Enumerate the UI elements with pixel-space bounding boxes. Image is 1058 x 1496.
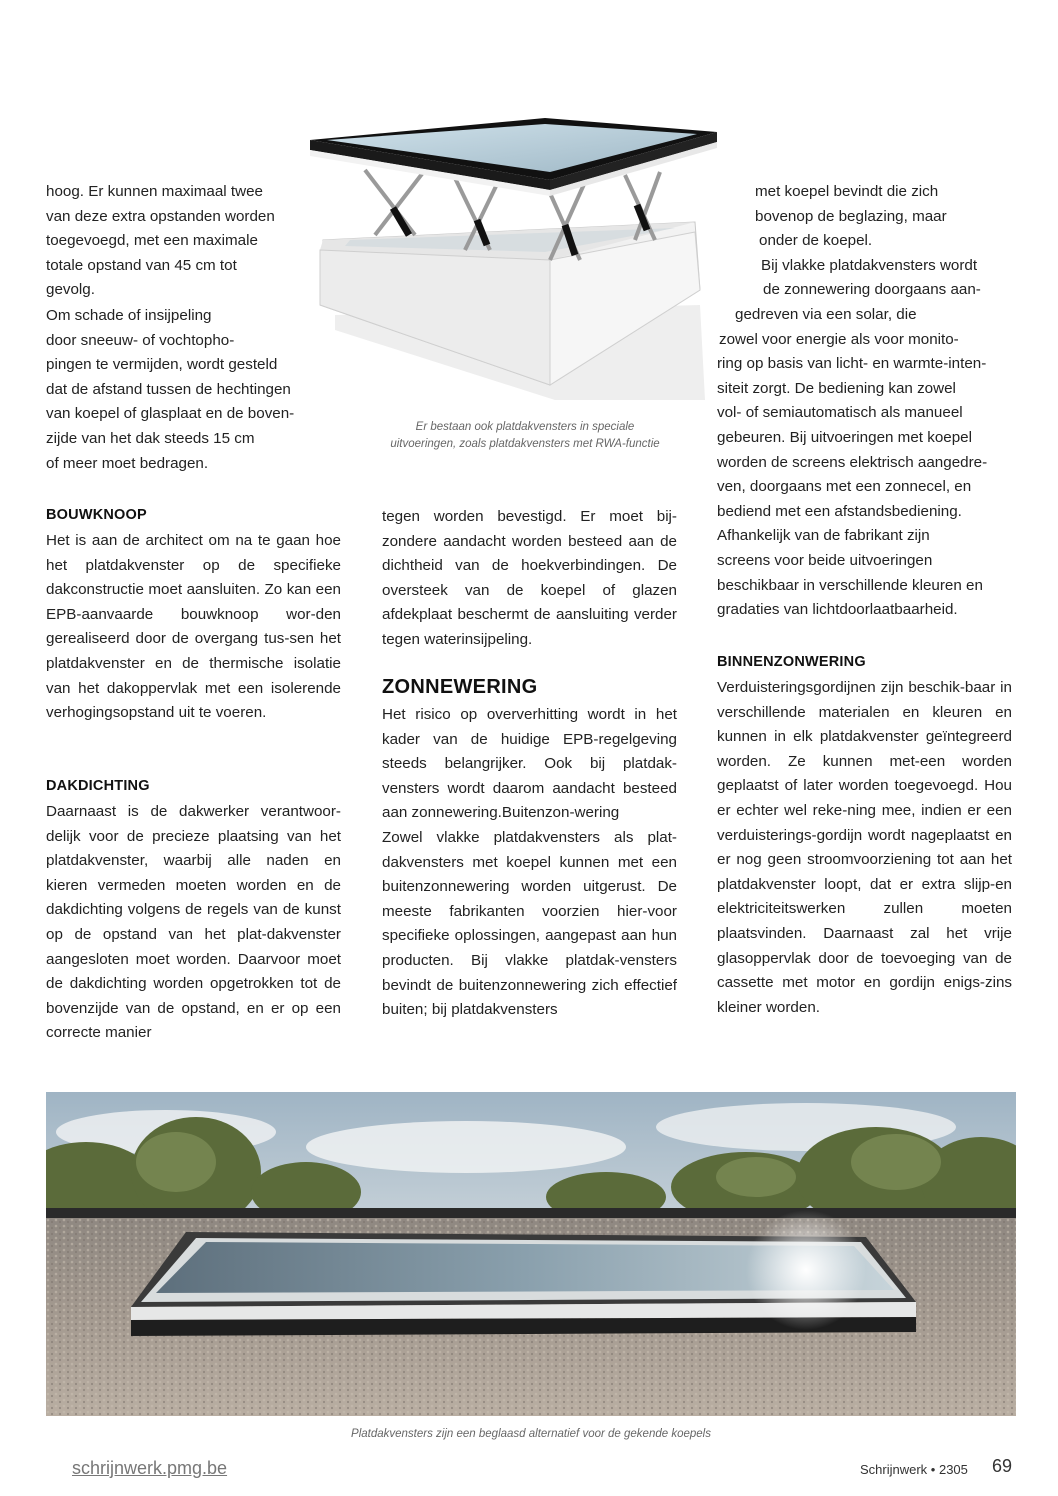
caption-roof-photo: Platdakvensters zijn een beglaasd alternatief voor de gekende koepels [351,1428,711,1440]
text-line: toegevoegd, met een maximale [46,232,258,250]
text-line: worden de screens elektrisch aangedre- [717,453,988,471]
caption-line: Er bestaan ook platdakvensters in speciale [415,421,635,433]
text-line: door sneeuw- of vochtopho- [46,331,235,349]
text-line: Afhankelijk van de fabrikant zijn [717,527,930,545]
text-line: gebeuren. Bij uitvoeringen met koepel [717,428,972,446]
text-line: gradaties van lichtdoorlaatbaarheid. [717,601,958,619]
col1-mid-paragraph [46,304,341,476]
text-line: vol- of semiautomatisch als manueel [717,404,963,422]
text-line: screens voor beide uitvoeringen [717,551,933,569]
text-line: zowel voor energie als voor monito- [719,330,959,348]
text-line: van koepel of glasplaat en de boven- [46,405,295,423]
text-line: bovenop de beglazing, maar [755,207,947,225]
text-line: hoog. Er kunnen maximaal twee [46,183,263,200]
magazine-issue: Schrijnwerk • 2305 [860,1462,968,1477]
text-line: ven, doorgaans met een zonnecel, en [717,478,972,496]
text-line: ring op basis van licht- en warmte-inten- [717,355,987,373]
paragraph-text: Daarnaast is de dakwerker verantwoor-delijk voor de precieze plaatsing van het platdakvenster, waarbij alle naden en kieren vermeden moeten worden en de dakdichting volgens de regels van de kunst op de opstand van het plat-dakvenster aangesloten moet worden. Daarvoor moet de dakdichting worden opgetrokken tot de bovenzijde van de opstand, en er op een correcte manier [46,803,341,1042]
section-heading-bouwknoop: BOUWKNOOP [46,507,147,523]
website-link[interactable]: schrijnwerk.pmg.be [72,1458,228,1478]
bouwknoop-paragraph [46,529,341,726]
dakdichting-paragraph [46,800,341,1046]
text-line: van deze extra opstanden worden [46,207,275,225]
text-line: Om schade of insijpeling [46,307,212,324]
col3-top-paragraph [717,180,1012,623]
text-line: gedreven via een solar, die [735,305,917,323]
text-line: totale opstand van 45 cm tot [46,256,237,274]
col1-top-paragraph [46,180,300,303]
col2-continuation-paragraph [382,505,677,653]
text-line: beschikbaar in verschillende kleuren en [717,576,983,594]
flat-roof-skylight-photo [46,1092,1016,1416]
zonnewering-paragraphs [382,703,677,1023]
text-line: gevolg. [46,281,95,299]
paragraph-text: Verduisteringsgordijnen zijn beschik-baar in verschillende materialen en kleuren en kunnen in elk platdakvenster geïntegreerd worden. Ze kunnen met-een worden geplaatst of later worden toegevoegd. Hou er echter wel reke-ning mee, indien er een verduisterings-gordijn wordt nageplaatst en er nog geen stroomvoorziening tot aan het platdakvenster loopt, dat er extra slijp-en elektriciteitswerken zullen moeten plaatsvinden. Daarnaast zal het vrije glasoppervlak door de toevoeging van de cassette met motor en gordijn enigs-zins kleiner worden. [717,679,1012,1016]
caption-skylight-rwa [360,419,690,453]
text-line: siteit zorgt. De bediening kan zowel [717,379,956,397]
page-number: 69 [992,1456,1013,1476]
text-line: Bij vlakke platdakvensters wordt [761,256,978,274]
section-heading-dakdichting: DAKDICHTING [46,778,150,794]
text-line: bediend met een afstandsbediening. [717,502,962,520]
paragraph-text: tegen worden bevestigd. Er moet bij-zondere aandacht worden besteed aan de dichtheid van de hoekverbindingen. De oversteek van de koepel of glazen afdekplaat beschermt de aansluiting verder tegen waterinsijpeling. [382,508,677,648]
paragraph-text: Het risico op oververhitting wordt in het kader van de huidige EPB-regelgeving steeds belangrijker. Ook bij platdak-vensters wordt daarom aandacht besteed aan zonnewering.Buitenzon-wering [382,706,677,822]
section-heading-binnenzonwering: BINNENZONWERING [717,654,866,670]
text-line: dat de afstand tussen de hechtingen [46,380,291,398]
paragraph-text: Het is aan de architect om na te gaan hoe het platdakvenster op de specifieke dakconstructie moet aansluiten. Zo kan een EPB-aanvaarde bouwknoop wor-den gerealiseerd door de overgang tus-sen het platdakvenster en de thermische isolatie van het dakoppervlak met een isolerende verhogingsopstand uit te voeren. [46,532,341,722]
section-heading-zonnewering: ZONNEWERING [382,676,538,698]
binnenzonwering-paragraph [717,676,1012,1020]
skylight-rwa-illustration [305,100,725,420]
text-line: of meer moet bedragen. [46,454,209,472]
text-line: pingen te vermijden, wordt gesteld [46,356,278,374]
caption-line: uitvoeringen, zoals platdakvensters met RWA-functie [390,438,660,450]
text-line: met koepel bevindt die zich [755,183,939,200]
paragraph-text: Zowel vlakke platdakvensters als plat-dakvensters met koepel kunnen met een buitenzonnewering worden uitgerust. De meeste fabrikanten voorzien hier-voor specifieke oplossingen, aangepast aan hun producten. Bij vlakke platdak-vensters bevindt de buitenzonnewering zich effectief buiten; bij platdakvensters [382,828,677,1019]
text-line: de zonnewering doorgaans aan- [763,281,981,299]
text-line: zijde van het dak steeds 15 cm [46,429,255,447]
text-line: onder de koepel. [759,232,873,250]
